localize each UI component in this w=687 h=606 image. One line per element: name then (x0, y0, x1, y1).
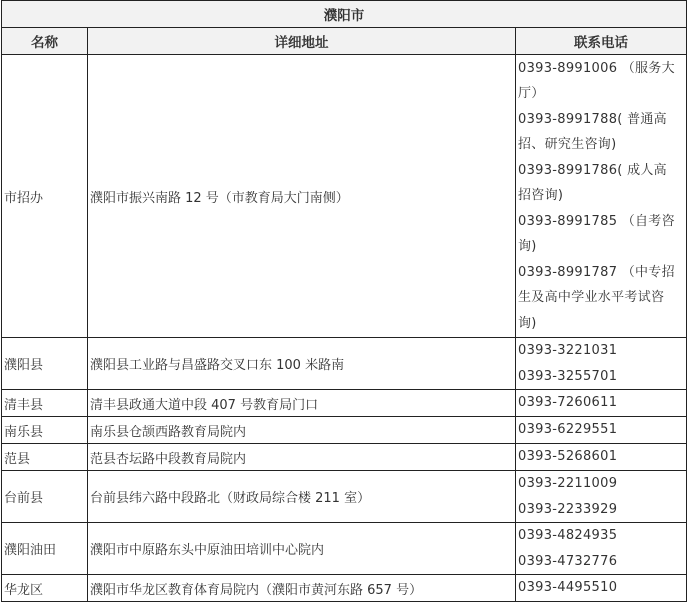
header-phone: 联系电话 (516, 28, 687, 55)
office-phone (516, 471, 687, 523)
phone-line: 0393-8991785 （自考咨 (518, 213, 675, 229)
office-address: 清丰县政通大道中段 407 号教育局门口 (88, 390, 516, 417)
phone-line: 0393-8991006 （服务大 (518, 60, 675, 76)
phone-line: 招、研究生咨询) (518, 137, 617, 153)
table-row (2, 523, 687, 575)
table-row (2, 575, 687, 602)
phone-line: 0393-7260611 (518, 395, 618, 411)
table-title: 濮阳市 (2, 1, 687, 28)
office-address: 濮阳市中原路东头中原油田培训中心院内 (88, 523, 516, 575)
phone-line: 0393-6229551 (518, 422, 618, 438)
phone-line: 0393-4495510 (518, 580, 618, 596)
phone-line: 0393-5268601 (518, 449, 618, 465)
contact-table (1, 0, 687, 602)
office-name: 范县 (2, 444, 88, 471)
table-row (2, 417, 687, 444)
phone-line: 0393-2211009 (518, 476, 618, 491)
office-phone (516, 55, 687, 338)
office-phone (516, 575, 687, 602)
office-address: 南乐县仓颉西路教育局院内 (88, 417, 516, 444)
phone-line: 0393-4732776 (518, 553, 618, 569)
phone-line: 厅） (518, 86, 545, 102)
phone-line: 询) (518, 239, 537, 255)
office-name: 濮阳油田 (2, 523, 88, 575)
phone-line: 0393-3221031 (518, 343, 618, 358)
office-address: 濮阳县工业路与昌盛路交叉口东 100 米路南 (88, 338, 516, 390)
phone-line: 0393-8991787 （中专招 (518, 264, 675, 280)
office-name: 台前县 (2, 471, 88, 523)
phone-line: 生及高中学业水平考试咨 (518, 290, 665, 306)
office-name: 华龙区 (2, 575, 88, 602)
office-phone (516, 523, 687, 575)
phone-line: 0393-8991786( 成人高 (518, 162, 667, 178)
table-row (2, 390, 687, 417)
office-name: 市招办 (2, 55, 88, 338)
office-address: 濮阳市华龙区教育体育局院内（濮阳市黄河东路 657 号） (88, 575, 516, 602)
phone-line: 0393-3255701 (518, 368, 618, 384)
office-name: 南乐县 (2, 417, 88, 444)
office-address: 范县杏坛路中段教育局院内 (88, 444, 516, 471)
office-address: 台前县纬六路中段路北（财政局综合楼 211 室） (88, 471, 516, 523)
office-name: 清丰县 (2, 390, 88, 417)
table-row (2, 55, 687, 338)
office-phone (516, 338, 687, 390)
office-phone (516, 417, 687, 444)
office-phone (516, 390, 687, 417)
header-address: 详细地址 (88, 28, 516, 55)
phone-line: 询) (518, 315, 537, 331)
table-row (2, 444, 687, 471)
table-row (2, 471, 687, 523)
table-row (2, 338, 687, 390)
phone-line: 0393-4824935 (518, 528, 618, 543)
phone-line: 招咨询) (518, 188, 564, 204)
phone-line: 0393-2233929 (518, 501, 618, 517)
phone-line: 0393-8991788( 普通高 (518, 111, 667, 127)
office-address: 濮阳市振兴南路 12 号（市教育局大门南侧） (88, 55, 516, 338)
header-name: 名称 (2, 28, 88, 55)
office-name: 濮阳县 (2, 338, 88, 390)
office-phone (516, 444, 687, 471)
